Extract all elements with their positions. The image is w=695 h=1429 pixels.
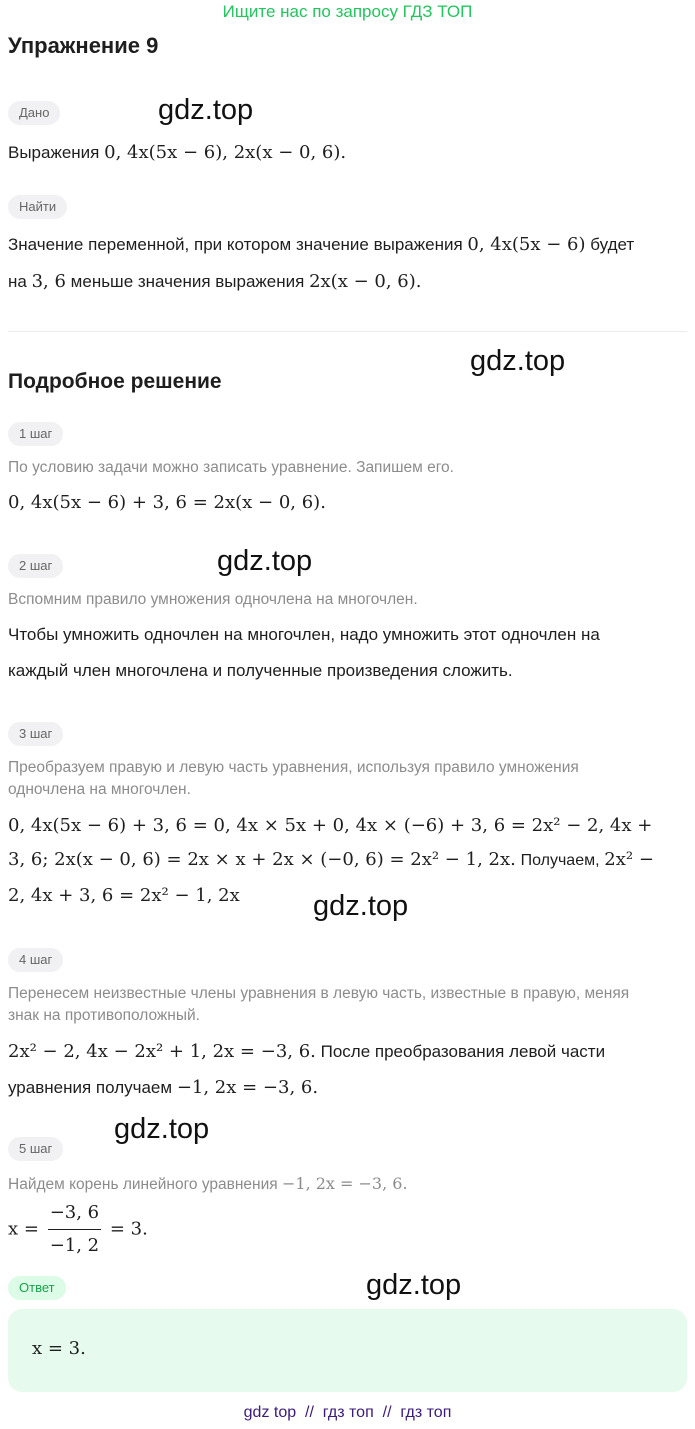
find-line2-text: меньше значения выражения [70,272,305,291]
step-5-chip [8,1137,63,1161]
step-3-expression-tail: 2x² − [604,849,654,870]
given-chip [8,101,60,125]
step-4-text-2: уравнения получаем [8,1078,173,1097]
watermark: gdz.top [366,1269,462,1301]
step-2-chip-label: 2 шаг [8,554,63,578]
find-line1-end: будет [590,235,635,254]
step-3-note-line-1: Преобразуем правую и левую часть уравнения, используя правило умножения [8,759,579,776]
fraction-numerator: −3, 6 [48,1199,101,1230]
given-text [8,139,346,167]
answer-chip [8,1276,66,1300]
page-title: Упражнение 9 [8,33,159,58]
section-divider [8,331,687,332]
step-4-line-2 [8,1074,318,1102]
step-4-expression-2: −1, 2x = −3, 6. [176,1077,319,1098]
step-4-text-1: После преобразования левой части [320,1042,606,1061]
find-chip-label: Найти [8,195,67,219]
step-2-rule-line-2: каждый член многочлена и полученные произведения сложить. [8,661,513,680]
find-line2-start: на [8,272,27,291]
find-line2-expression: 2x(x − 0, 6). [309,271,422,292]
step-1-note: По условию задачи можно записать уравнение. Запишем его. [8,459,454,476]
watermark: gdz.top [313,890,409,922]
step-5-note-text: Найдем корень линейного уравнения [8,1176,278,1193]
find-line2-number: 3, 6 [31,271,66,292]
step-1-equation [8,489,326,517]
given-expression: 0, 4x(5x − 6), 2x(x − 0, 6). [104,142,347,163]
step-1-chip-label: 1 шаг [8,422,63,446]
step-5-chip-label: 5 шаг [8,1137,63,1161]
step-3-expression-2: 3, 6; 2x(x − 0, 6) = 2x × x + 2x × (−0, 6) = 2x² − 1, 2x. [8,849,516,870]
step-5-note-expression: −1, 2x = −3, 6. [281,1174,408,1193]
search-banner: Ищите нас по запросу ГДЗ ТОП [222,2,473,21]
watermark: gdz.top [114,1113,210,1145]
step-3-note-line-2: одночлена на многочлен. [8,781,191,798]
step-1-chip [8,422,63,446]
find-line-2 [8,268,421,296]
step-3-expression-1: 0, 4x(5x − 6) + 3, 6 = 0, 4x × 5x + 0, 4x × (−6) + 3, 6 = 2x² − 2, 4x + [8,815,653,836]
given-prefix: Выражения [8,143,100,162]
footer-links[interactable]: gdz top // гдз топ // гдз топ [243,1404,452,1421]
step-3-line-2 [8,846,654,874]
find-line-1 [8,231,634,259]
step-2-note: Вспомним правило умножения одночлена на многочлен. [8,591,418,608]
step-4-chip-label: 4 шаг [8,948,63,972]
step-3-chip-label: 3 шаг [8,722,63,746]
step-5-fraction [48,1199,101,1260]
step-3-chip [8,722,63,746]
step-5-note [8,1172,408,1196]
fraction-denominator: −1, 2 [49,1234,100,1256]
step-1-expression: 0, 4x(5x − 6) + 3, 6 = 2x(x − 0, 6). [8,492,326,513]
answer-chip-label: Ответ [8,1276,66,1300]
step-5-fraction-line [8,1199,148,1260]
step-3-word: Получаем, [520,852,600,869]
watermark: gdz.top [217,545,313,577]
step-3-line-1 [8,812,652,840]
step-4-expression-1: 2x² − 2, 4x − 2x² + 1, 2x = −3, 6. [8,1041,316,1062]
step-4-note-line-1: Перенесем неизвестные члены уравнения в левую часть, известные в правую, меняя [8,985,630,1002]
given-chip-label: Дано [8,101,60,125]
step-4-note-line-2: знак на противоположный. [8,1007,200,1024]
step-3-line-3 [8,882,240,910]
step-2-chip [8,554,63,578]
step-5-rhs: = 3. [109,1218,148,1240]
find-line1-expression: 0, 4x(5x − 6) [467,234,586,255]
answer-box [8,1309,687,1392]
watermark: gdz.top [158,94,254,126]
step-4-line-1 [8,1038,605,1066]
step-2-rule-line-1: Чтобы умножить одночлен на многочлен, надо умножить этот одночлен на [8,625,600,644]
solution-title: Подробное решение [8,370,222,393]
find-chip [8,195,67,219]
find-line1-text: Значение переменной, при котором значение выражения [8,235,463,254]
step-3-expression-3: 2, 4x + 3, 6 = 2x² − 1, 2x [8,885,240,906]
watermark: gdz.top [470,345,566,377]
step-4-chip [8,948,63,972]
answer-value: x = 3. [32,1338,86,1359]
step-5-lhs: x = [8,1218,39,1240]
